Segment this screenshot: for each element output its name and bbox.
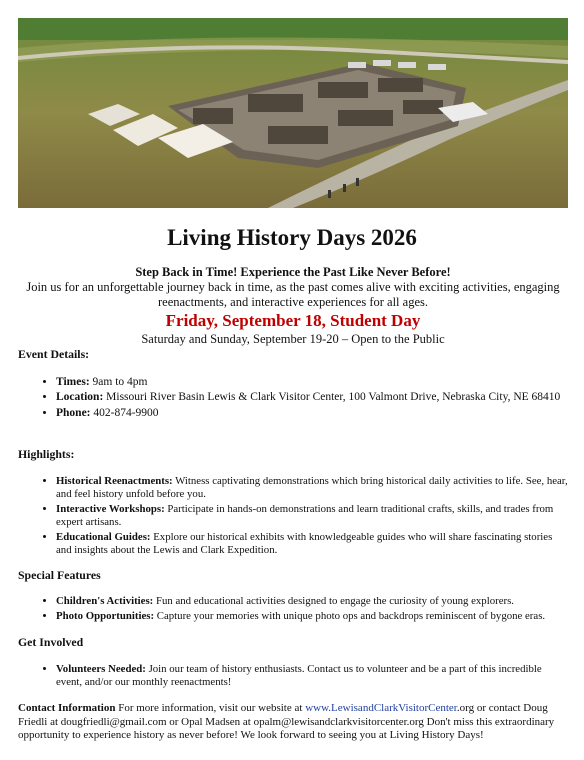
item-label: Children's Activities: bbox=[56, 594, 154, 607]
item-label: Volunteers Needed: bbox=[56, 662, 146, 675]
list-item bbox=[56, 595, 570, 608]
intro-block bbox=[18, 265, 568, 347]
public-days-text: Saturday and Sunday, September 19-20 – Open to the Public bbox=[141, 332, 445, 346]
contact-text-2: .org or contact Doug Friedli at dougfriedli@gmail.com or Opal Madsen at opalm@lewisandclarkvisitorcenter.org Don't miss this extraordinary opportunity to experience history as never before! We look forward to seeing you at Living History Days! bbox=[18, 702, 555, 741]
list-item bbox=[56, 475, 570, 501]
item-text: Fun and educational activities designed to engage the curiosity of young explorers. bbox=[153, 594, 514, 607]
contact-text: For more information, visit our website at bbox=[115, 702, 306, 714]
item-text: 402-874-9900 bbox=[90, 406, 159, 419]
item-text: Explore our historical exhibits with knowledgeable guides who will share fascinating stories and insights about the Lewis and Clark Expedition. bbox=[56, 530, 553, 556]
student-day-date: Friday, September 18, Student Day bbox=[165, 311, 421, 330]
list-item bbox=[56, 503, 570, 529]
get-involved-list bbox=[18, 663, 570, 689]
list-item bbox=[56, 391, 570, 405]
event-details-list bbox=[18, 376, 570, 421]
list-item bbox=[56, 376, 570, 390]
intro-text: Join us for an unforgettable journey back in time, as the past comes alive with exciting activities, engaging reenactments, and interactive experiences for all ages. bbox=[26, 280, 560, 309]
special-features-heading: Special Features bbox=[18, 568, 101, 582]
highlights-heading: Highlights: bbox=[18, 447, 75, 461]
item-label: Phone: bbox=[56, 406, 91, 419]
item-label: Educational Guides: bbox=[56, 530, 151, 543]
aerial-fort-photo bbox=[18, 18, 568, 208]
item-label: Times: bbox=[56, 375, 90, 388]
list-item bbox=[56, 663, 570, 689]
item-text: Join our team of history enthusiasts. Contact us to volunteer and be a part of this incredible event, and/or our monthly reenactments! bbox=[56, 662, 542, 688]
list-item bbox=[56, 610, 570, 623]
event-details-section bbox=[18, 348, 570, 420]
contact-label: Contact Information bbox=[18, 702, 116, 714]
item-text: Witness captivating demonstrations which bring historical daily activities to life. See, hear, and feel history unfold before you. bbox=[56, 474, 568, 500]
item-text: 9am to 4pm bbox=[89, 375, 148, 388]
highlights-list bbox=[18, 475, 570, 557]
highlights-section bbox=[18, 448, 570, 559]
item-text: Participate in hands-on demonstrations and learn traditional crafts, skills, and trades from expert artisans. bbox=[56, 502, 554, 528]
special-features-section bbox=[18, 569, 570, 625]
get-involved-heading: Get Involved bbox=[18, 635, 84, 649]
page-title: Living History Days 2026 bbox=[167, 225, 417, 250]
list-item bbox=[56, 407, 570, 421]
item-text: Capture your memories with unique photo ops and backdrops reminiscent of bygone eras. bbox=[154, 609, 546, 622]
website-link[interactable]: www.LewisandClarkVisitorCenter bbox=[305, 702, 457, 714]
get-involved-section bbox=[18, 636, 570, 691]
item-label: Location: bbox=[56, 391, 104, 403]
contact-information bbox=[18, 702, 570, 743]
list-item bbox=[56, 531, 570, 557]
item-text: Missouri River Basin Lewis & Clark Visitor Center, 100 Valmont Drive, Nebraska City, NE 68410 bbox=[103, 391, 561, 403]
item-label: Photo Opportunities: bbox=[56, 609, 155, 622]
tagline: Step Back in Time! Experience the Past Like Never Before! bbox=[135, 265, 451, 279]
event-details-heading: Event Details: bbox=[18, 347, 90, 361]
special-features-list bbox=[18, 595, 570, 623]
item-label: Interactive Workshops: bbox=[56, 502, 165, 515]
item-label: Historical Reenactments: bbox=[56, 474, 173, 487]
